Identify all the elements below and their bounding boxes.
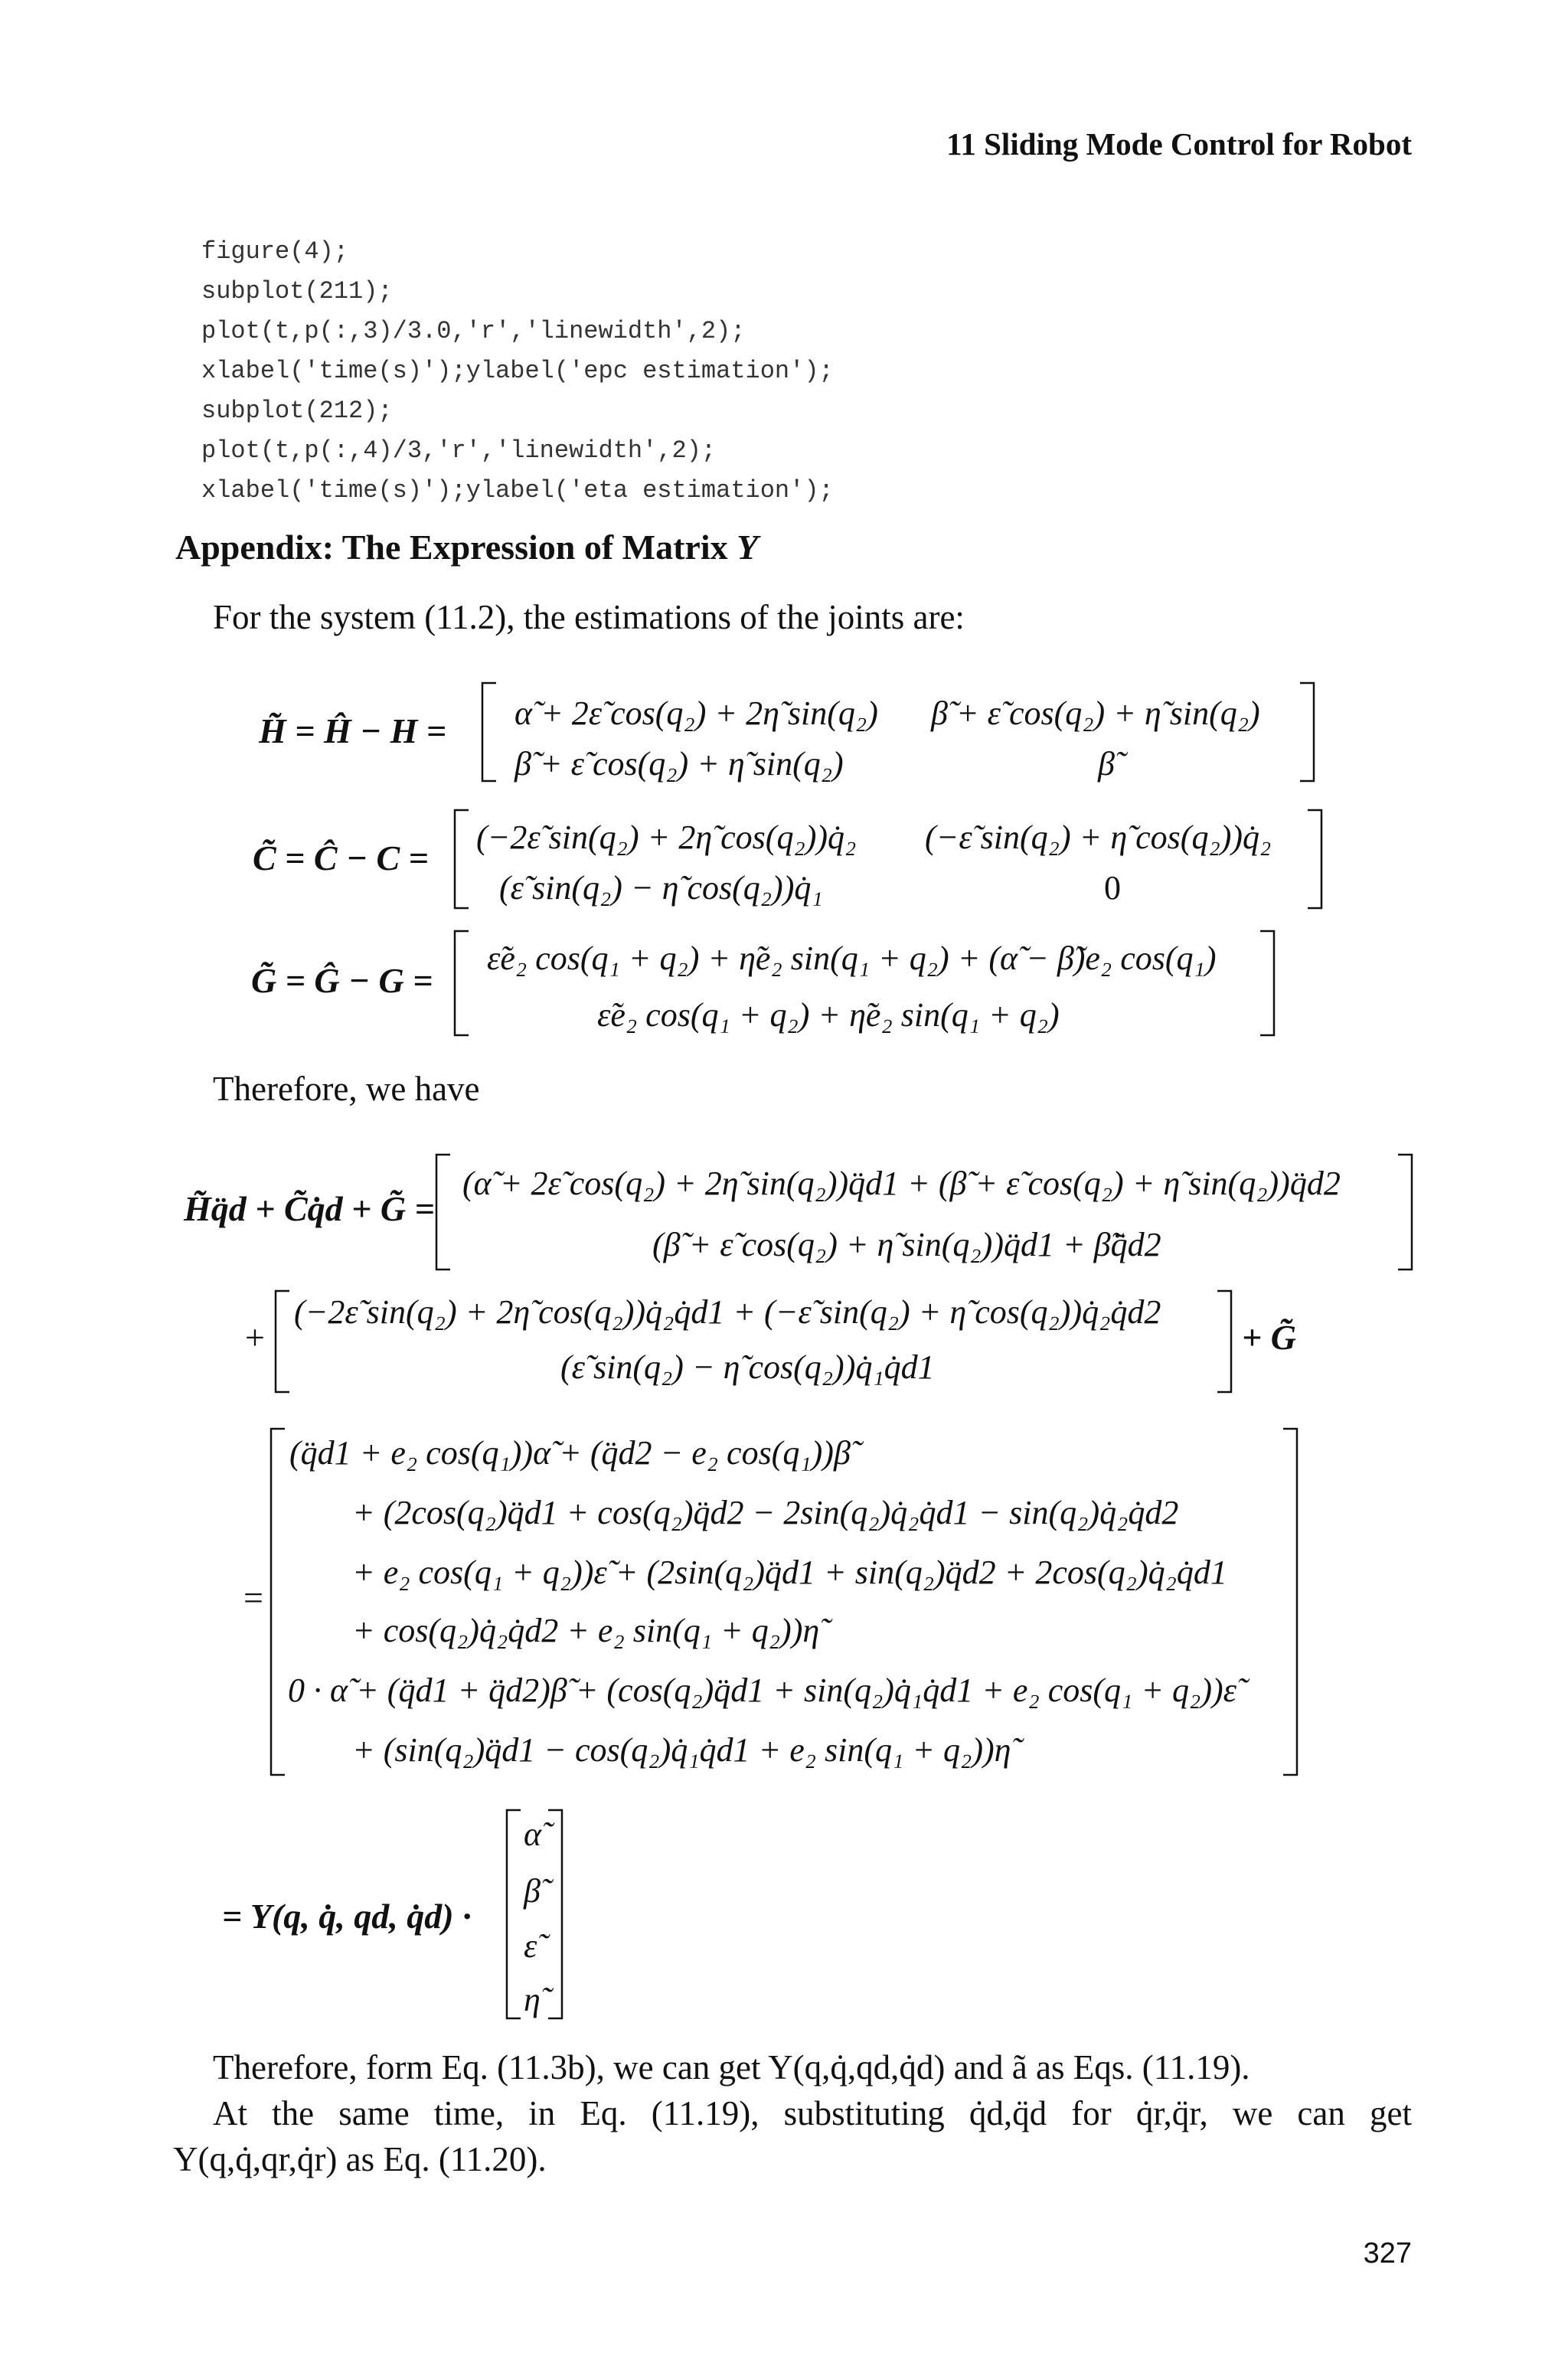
matrix-entry: β̃ + ε̃ cos(q₂) + η̃ sin(q₂) — [514, 745, 844, 783]
equation-lhs: H̃ = Ĥ − H = — [259, 711, 447, 750]
code-line: figure(4); — [201, 237, 349, 266]
matrix-entry: (−2ε̃ sin(q₂) + 2η̃ cos(q₂))q̇₂q̇d1 + (−ε̃ sin(q₂) + η̃ cos(q₂))q̇₂q̇d2 — [294, 1293, 1161, 1331]
equation-lhs: H̃q̈d + C̃q̇d + G̃ = — [184, 1189, 435, 1228]
matrix-entry: + (sin(q₂)q̈d1 − cos(q₂)q̇₁q̇d1 + e₂ sin(q₁ + q₂))η̃ — [352, 1731, 1011, 1769]
matrix-entry: + e₂ cos(q₁ + q₂))ε̃ + (2sin(q₂)q̈d1 + sin(q₂)q̈d2 + 2cos(q₂)q̇₂q̇d1 — [352, 1554, 1227, 1591]
matrix-entry: ε̃e₂ cos(q₁ + q₂) + η̃e₂ sin(q₁ + q₂) — [597, 996, 1060, 1034]
matrix-entry: (ε̃ sin(q₂) − η̃ cos(q₂))q̇₁ — [499, 869, 823, 907]
equation-lhs: C̃ = Ĉ − C = — [253, 838, 429, 877]
intro-paragraph: For the system (11.2), the estimations of the joints are: — [213, 598, 965, 636]
matrix-entry: ε̃e₂ cos(q₁ + q₂) + η̃e₂ sin(q₁ + q₂) + (α̃ − β̃)e₂ cos(q₁) — [487, 940, 1217, 977]
closing-line: At the same time, in Eq. (11.19), substituting q̇d,q̈d for q̇r,q̈r, we can get — [213, 2094, 1412, 2132]
bracket-right — [1283, 1429, 1297, 1775]
matrix-entry: (−2ε̃ sin(q₂) + 2η̃ cos(q₂))q̇₂ — [476, 819, 857, 856]
heading-text: Appendix: The Expression of Matrix — [175, 528, 737, 567]
bracket-left — [276, 1291, 289, 1392]
bracket-right — [1217, 1291, 1231, 1392]
bracket-left — [271, 1429, 285, 1775]
code-line: subplot(211); — [201, 277, 393, 306]
matrix-entry: β̃ + ε̃ cos(q₂) + η̃ sin(q₂) — [931, 694, 1260, 732]
matrix-entry: + (2cos(q₂)q̈d1 + cos(q₂)q̈d2 − 2sin(q₂)q̇₂q̇d1 − sin(q₂)q̇₂q̇d2 — [352, 1494, 1179, 1531]
bracket-right — [1300, 683, 1314, 781]
page-number: 327 — [1363, 2237, 1412, 2270]
vector-entry: α̃ — [524, 1815, 542, 1853]
closing-line: Therefore, form Eq. (11.3b), we can get Y(q,q̇,qd,q̇d) and ã as Eqs. (11.19). — [213, 2048, 1250, 2087]
matrix-entry: (−ε̃ sin(q₂) + η̃ cos(q₂))q̇₂ — [925, 819, 1272, 856]
matrix-entry: α̃ + 2ε̃ cos(q₂) + 2η̃ sin(q₂) — [514, 694, 878, 732]
code-line: xlabel('time(s)');ylabel('eta estimation'); — [201, 476, 834, 505]
equation-tail: + G̃ — [1242, 1318, 1296, 1357]
vector-entry: β̃ — [524, 1872, 541, 1910]
matrix-entry: β̃ — [1098, 745, 1115, 783]
matrix-entry: (α̃ + 2ε̃ cos(q₂) + 2η̃ sin(q₂))q̈d1 + (β̃ + ε̃ cos(q₂) + η̃ sin(q₂))q̈d2 — [462, 1165, 1341, 1202]
heading-symbol: Y — [737, 528, 759, 567]
bracket-left — [455, 810, 469, 908]
bracket-left — [436, 1155, 450, 1270]
closing-paragraph — [173, 2044, 1412, 2182]
matrix-entry: + cos(q₂)q̇₂q̇d2 + e₂ sin(q₁ + q₂))η̃ — [352, 1612, 820, 1649]
therefore-text: Therefore, we have — [213, 1070, 480, 1108]
bracket-right — [1260, 931, 1274, 1035]
equals-sign: = — [243, 1578, 263, 1617]
bracket-right — [1398, 1155, 1412, 1270]
code-line: subplot(212); — [201, 397, 393, 425]
bracket-right — [548, 1810, 562, 2018]
bracket-left — [455, 931, 469, 1035]
vector-entry: η̃ — [524, 1981, 541, 2018]
code-line: xlabel('time(s)');ylabel('epc estimation'); — [201, 357, 834, 385]
matrix-entry: 0 — [1104, 869, 1121, 907]
equation-lhs: G̃ = Ĝ − G = — [251, 961, 433, 1000]
code-line: plot(t,p(:,4)/3,'r','linewidth',2); — [201, 436, 717, 465]
bracket-left — [507, 1810, 521, 2018]
bracket-right — [1308, 810, 1321, 908]
matrix-entry: (β̃ + ε̃ cos(q₂) + η̃ sin(q₂))q̈d1 + β̃q̈d2 — [652, 1226, 1161, 1263]
matrix-entry: (ε̃ sin(q₂) − η̃ cos(q₂))q̇₁q̇d1 — [560, 1348, 935, 1386]
vector-entry: ε̃ — [524, 1927, 537, 1965]
plus-sign: + — [245, 1318, 265, 1357]
equation-lhs: = Y(q, q̇, qd, q̇d) · — [222, 1897, 472, 1936]
closing-line: Y(q,q̇,qr,q̇r) as Eq. (11.20). — [173, 2140, 547, 2178]
bracket-left — [482, 683, 496, 781]
matrix-entry: (q̈d1 + e₂ cos(q₁))α̃ + (q̈d2 − e₂ cos(q₁))β̃ — [289, 1434, 851, 1472]
running-head: 11 Sliding Mode Control for Robot — [946, 126, 1412, 162]
matrix-entry: 0 · α̃ + (q̈d1 + q̈d2)β̃ + (cos(q₂)q̈d1 + sin(q₂)q̇₁q̇d1 + e₂ cos(q₁ + q₂))ε̃ — [288, 1672, 1236, 1709]
code-line: plot(t,p(:,3)/3.0,'r','linewidth',2); — [201, 317, 746, 345]
